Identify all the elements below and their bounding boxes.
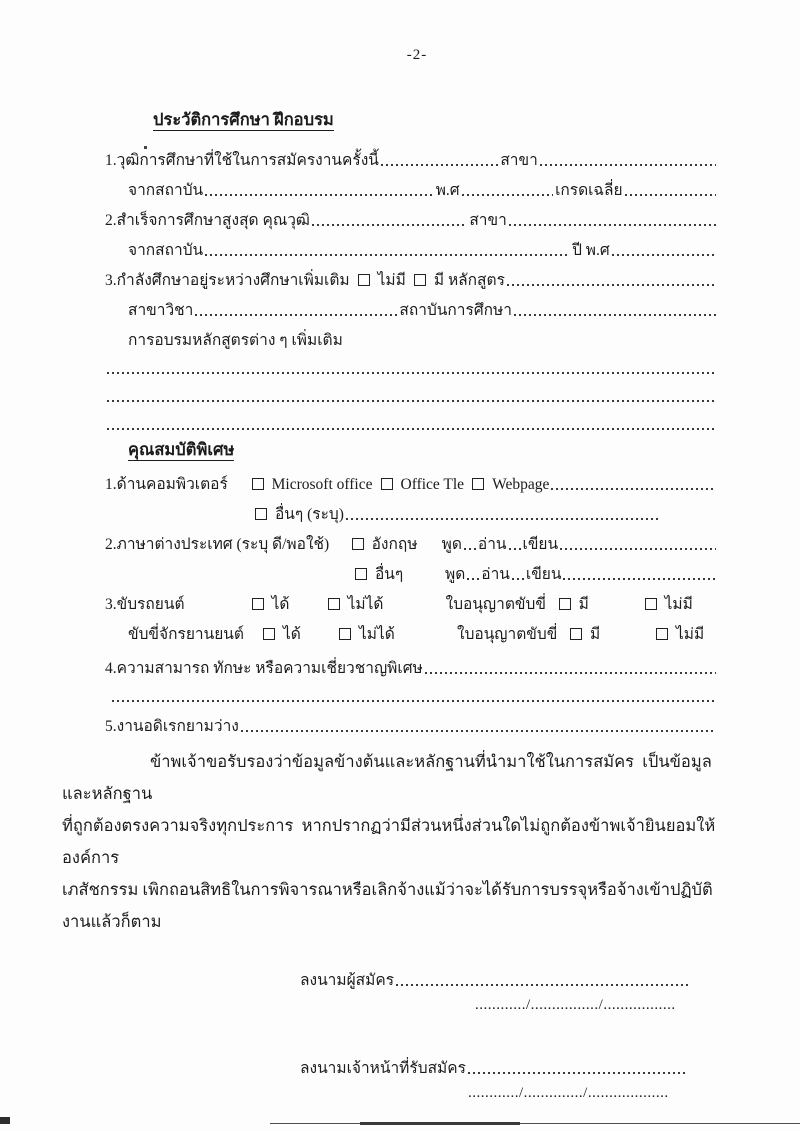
label-officer-signature: ลงนามเจ้าหน้าที่รับสมัคร [300, 1060, 466, 1077]
scan-artifact-bottom-line-dark [360, 1122, 520, 1125]
label-write: เขียน [522, 536, 559, 553]
option-have: มี [590, 626, 601, 643]
label-currently-studying: กำลังศึกษาอยู่ระหว่างศึกษาเพิ่มเติม [116, 272, 350, 289]
section-heading-special-qualifications: คุณสมบัติพิเศษ [128, 440, 235, 459]
checkbox-office-tle[interactable] [381, 478, 393, 490]
option-cannot: ไม่ได้ [347, 596, 384, 613]
item-number: 4. [105, 660, 117, 677]
option-webpage: Webpage [492, 476, 550, 493]
option-english: อังกฤษ [371, 536, 418, 553]
label-drive-motorcycle: ขับขี่จักรยานยนต์ [128, 626, 244, 643]
label-gpa: เกรดเฉลี่ย [555, 182, 623, 199]
dotted-line [107, 428, 716, 430]
edu-item2-line1 [105, 202, 718, 232]
officer-date-line: ............/............../................... [468, 1085, 669, 1101]
dotted-line [551, 488, 716, 490]
scan-artifact-bottom-line [270, 1123, 800, 1125]
label-institution: จากสถาบัน [128, 242, 204, 259]
option-office-tle: Office Tle [400, 476, 465, 493]
option-have-not: ไม่มี [676, 626, 705, 643]
spec-item4-fill-line [110, 680, 718, 708]
declaration-line-2: ที่ถูกต้องตรงความจริงทุกประการ หากปรากฏว่ามีส่วนหนึ่งส่วนใดไม่ถูกต้องข้าพเจ้ายินยอมให้องค์การ [62, 816, 716, 867]
label-major: สาขา [500, 152, 538, 169]
dotted-line [346, 518, 658, 520]
option-have: มี [578, 596, 589, 613]
checkbox-has-additional-study[interactable] [414, 274, 426, 286]
label-speak: พูด [441, 536, 462, 553]
training-fill-line-1 [105, 352, 718, 380]
option-none: ไม่มี [377, 272, 406, 289]
checkbox-microsoft-office[interactable] [252, 478, 264, 490]
training-fill-line-2 [105, 380, 718, 408]
label-institution: จากสถาบัน [128, 182, 204, 199]
label-field-of-study: สาขาวิชา [128, 302, 194, 319]
label-year: พ.ศ [435, 182, 460, 199]
label-read: อ่าน [481, 566, 510, 583]
dotted-line [195, 314, 397, 316]
applicant-date-line: ............/................/................. [475, 997, 676, 1013]
dotted-line [205, 254, 570, 256]
spec-item2-line1 [105, 526, 718, 556]
dotted-line [625, 194, 716, 196]
edu-item1-line1 [105, 142, 718, 172]
spec-item1-line1 [105, 466, 718, 496]
signature-dotted-line [396, 984, 688, 986]
spec-item3-line1 [105, 586, 718, 616]
label-computer-skills: ด้านคอมพิวเตอร์ [116, 476, 228, 493]
item-number: 1. [105, 152, 117, 169]
checkbox-car-license-none[interactable] [645, 598, 657, 610]
checkbox-car-license-have[interactable] [559, 598, 571, 610]
checkbox-moto-license-have[interactable] [570, 628, 582, 640]
dotted-line [560, 548, 716, 550]
edu-item1-line2 [128, 172, 718, 202]
label-hobbies: งานอดิเรกยามว่าง [116, 718, 239, 735]
dotted-line [514, 314, 716, 316]
label-foreign-language: ภาษาต่างประเทศ (ระบุ ดี/พอใช้) [116, 536, 330, 553]
option-microsoft-office: Microsoft office [271, 476, 373, 493]
label-driving-license: ใบอนุญาตขับขี่ [445, 596, 546, 613]
edu-item3-line2 [128, 292, 718, 322]
label-major: สาขา [469, 212, 507, 229]
spec-item2-line2 [347, 556, 718, 586]
edu-item3-line3 [128, 322, 718, 352]
checkbox-moto-can[interactable] [263, 628, 275, 640]
dotted-line [462, 194, 553, 196]
dotted-line [509, 548, 521, 550]
checkbox-computer-other[interactable] [255, 508, 267, 520]
declaration-line-1: ข้าพเจ้าขอรับรองว่าข้อมูลข้างต้นและหลักฐานที่นำมาใช้ในการสมัคร เป็นข้อมูลและหลักฐาน [62, 752, 712, 803]
declaration-paragraph [62, 746, 738, 938]
edu-item3-line1 [105, 262, 718, 292]
checkbox-language-other[interactable] [355, 568, 367, 580]
dotted-line [107, 372, 716, 374]
signature-dotted-line [468, 1072, 688, 1074]
page-number: -2- [406, 47, 428, 63]
checkbox-moto-license-none[interactable] [656, 628, 668, 640]
label-read: อ่าน [477, 536, 507, 553]
checkbox-english[interactable] [352, 538, 364, 550]
label-drive-car: ขับรถยนต์ [116, 596, 185, 613]
dotted-line [612, 254, 716, 256]
label-special-skills: ความสามารถ ทักษะ หรือความเชี่ยวชาญพิเศษ [116, 660, 423, 677]
label-applicant-signature: ลงนามผู้สมัคร [300, 972, 395, 989]
dotted-line [509, 224, 716, 226]
checkbox-webpage[interactable] [472, 478, 484, 490]
label-year: ปี พ.ศ [572, 242, 610, 259]
dotted-line [205, 194, 434, 196]
dotted-line [512, 578, 524, 580]
dotted-line [241, 730, 716, 732]
dotted-line [540, 164, 716, 166]
option-language-other: อื่นๆ [375, 566, 404, 583]
spec-item3-line2 [128, 616, 718, 646]
dotted-line [507, 284, 716, 286]
section-heading-education: ประวัติการศึกษา ฝึกอบรม [153, 110, 334, 129]
option-can: ได้ [283, 626, 301, 643]
checkbox-moto-cannot[interactable] [339, 628, 351, 640]
checkbox-car-can[interactable] [252, 598, 264, 610]
item-number: 5. [105, 718, 117, 735]
label-additional-training: การอบรมหลักสูตรต่าง ๆ เพิ่มเติม [128, 332, 343, 349]
dotted-line [381, 164, 498, 166]
label-driving-license: ใบอนุญาตขับขี่ [457, 626, 558, 643]
declaration-line-3: เภสัชกรรม เพิกถอนสิทธิในการพิจารณาหรือเลิกจ้างแม้ว่าจะได้รับการบรรจุหรือจ้างเข้าปฏิบัติงานแล้วก็ตาม [62, 880, 713, 931]
option-cannot: ไม่ได้ [359, 626, 395, 643]
option-have-not: ไม่มี [664, 596, 693, 613]
item-number: 3. [105, 272, 117, 289]
spec-item1-line2 [247, 496, 660, 526]
dotted-line [425, 672, 716, 674]
item-number: 2. [105, 212, 117, 229]
option-computer-other: อื่นๆ (ระบุ) [275, 506, 344, 523]
dotted-line [312, 224, 467, 226]
option-has-course: มี หลักสูตร [433, 272, 505, 289]
item-number: 1. [105, 476, 117, 493]
checkbox-car-cannot[interactable] [328, 598, 340, 610]
dotted-line [107, 400, 716, 402]
spec-item4-line1 [105, 650, 718, 680]
officer-signature-line [300, 1050, 690, 1080]
dotted-line [112, 700, 716, 702]
dotted-line [464, 548, 476, 550]
applicant-signature-line [300, 962, 690, 992]
spec-item5-line1 [105, 708, 718, 738]
label-educational-institution: สถาบันการศึกษา [399, 302, 512, 319]
checkbox-no-additional-study[interactable] [358, 274, 370, 286]
item-number: 3. [105, 596, 117, 613]
label-speak: พูด [445, 566, 466, 583]
item-number: 2. [105, 536, 117, 553]
dotted-line [563, 578, 716, 580]
label-highest-education: สำเร็จการศึกษาสูงสุด คุณวุฒิ [116, 212, 310, 229]
label-qualification-used: วุฒิการศึกษาที่ใช้ในการสมัครงานครั้งนี้ [116, 152, 379, 169]
dotted-line [467, 578, 479, 580]
option-can: ได้ [271, 596, 290, 613]
edu-item2-line2 [128, 232, 718, 262]
scan-artifact-speck [144, 146, 147, 149]
training-fill-line-3 [105, 408, 718, 436]
label-write: เขียน [525, 566, 562, 583]
scan-artifact-corner-mark [0, 1117, 10, 1124]
